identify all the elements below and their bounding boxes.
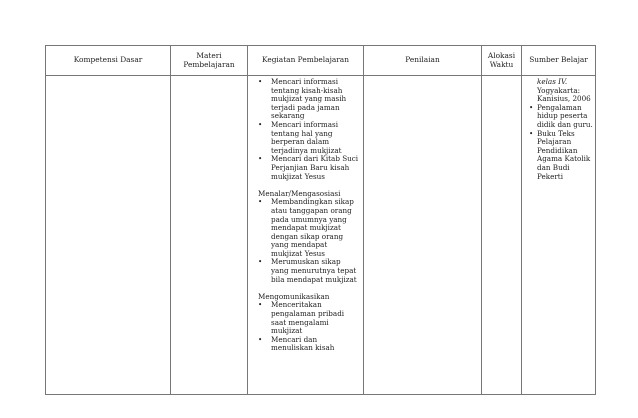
kegiatan-list-menalar bbox=[258, 198, 359, 284]
section-title-mengomunikasikan: Mengomunikasikan bbox=[258, 291, 330, 301]
header-sumber-belajar: Sumber Belajar bbox=[522, 46, 596, 76]
header-kompetensi-dasar: Kompetensi Dasar bbox=[46, 46, 171, 76]
cell-penilaian bbox=[364, 76, 482, 395]
list-item: • Mencari informasi tentang hal yang berperan dalam terjadinya mukjizat bbox=[258, 121, 359, 155]
table-header-row bbox=[46, 46, 596, 76]
header-penilaian: Penilaian bbox=[364, 46, 482, 76]
list-item: • Pengalaman hidup peserta didik dan guru. bbox=[526, 104, 593, 130]
sumber-book-title-end: kelas IV. bbox=[537, 77, 568, 86]
cell-kompetensi-dasar bbox=[46, 76, 171, 395]
list-item: • Buku Teks Pelajaran Pendidikan Agama Katolik dan Budi Pekerti bbox=[526, 130, 593, 182]
kegiatan-list-mengumpulkan bbox=[258, 78, 359, 181]
header-materi-pembelajaran: Materi Pembelajaran bbox=[171, 46, 248, 76]
kegiatan-list-mengomunikasikan bbox=[258, 301, 359, 353]
header-alokasi-waktu: Alokasi Waktu bbox=[482, 46, 522, 76]
sumber-list bbox=[526, 104, 593, 181]
sumber-continuation bbox=[526, 78, 593, 104]
syllabus-table bbox=[45, 45, 596, 395]
list-item: • Menceritakan pengalaman pribadi saat mengalami mukjizat bbox=[258, 301, 359, 335]
header-kegiatan-pembelajaran: Kegiatan Pembelajaran bbox=[248, 46, 364, 76]
cell-alokasi-waktu bbox=[482, 76, 522, 395]
list-item: • Merumuskan sikap yang menurutnya tepat bila mendapat mukjizat bbox=[258, 258, 359, 284]
cell-materi-pembelajaran bbox=[171, 76, 248, 395]
cell-kegiatan-pembelajaran bbox=[248, 76, 364, 395]
list-item: • Mencari dari Kitab Suci Perjanjian Baru kisah mukjizat Yesus bbox=[258, 155, 359, 181]
list-item: • Mencari informasi tentang kisah-kisah mukjizat yang masih terjadi pada jaman sekarang bbox=[258, 78, 359, 121]
section-title-menalar: Menalar/Mengasosiasi bbox=[258, 188, 341, 198]
list-item: • Membandingkan sikap atau tanggapan orang pada umumnya yang mendapat mukjizat dengan sikap orang yang mendapat mukjizat Yesus bbox=[258, 198, 359, 258]
cell-sumber-belajar bbox=[522, 76, 596, 395]
sumber-publisher: Yogyakarta: Kanisius, 2006 bbox=[537, 85, 591, 104]
table-row bbox=[46, 76, 596, 395]
list-item: • Mencari dan menuliskan kisah bbox=[258, 336, 359, 353]
